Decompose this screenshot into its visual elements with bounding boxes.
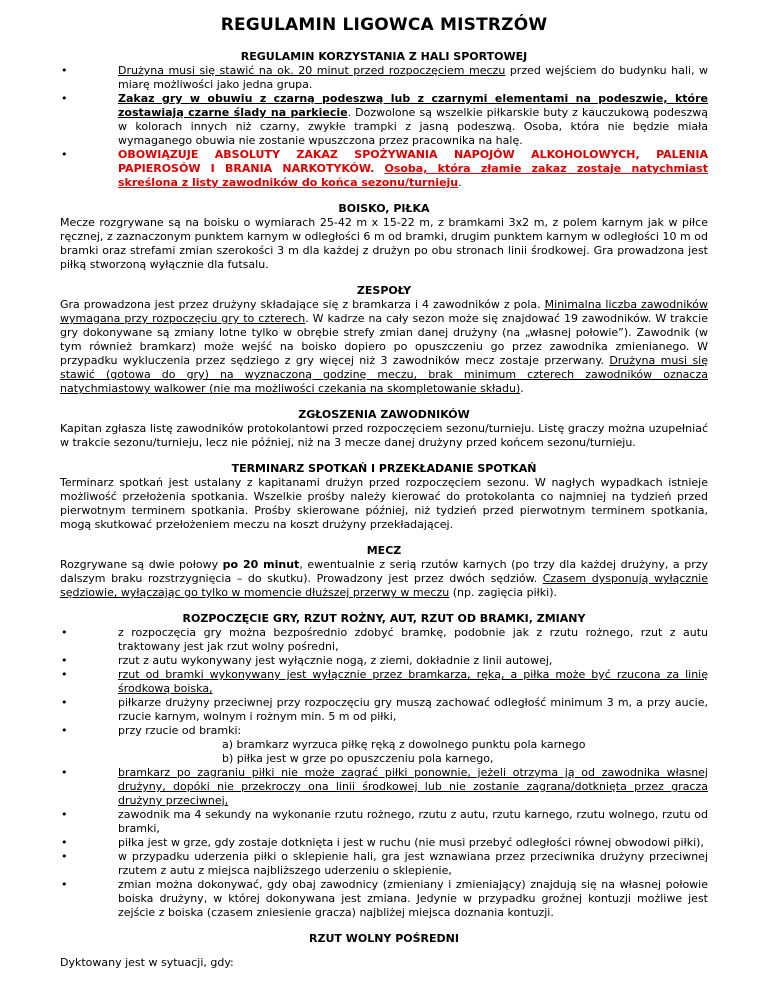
list-item: • rzut od bramki wykonywany jest wyłącznie przez bramkarza, ręką, a piłka może być rzucona za linię środkową boiska, bbox=[118, 668, 708, 696]
section-heading: RZUT WOLNY POŚREDNI bbox=[309, 932, 459, 945]
list-item: • z rozpoczęcia gry można bezpośrednio zdobyć bramkę, podobnie jak z rzutu rożnego, rzut z autu traktowany jest jak rzut wolny pośredni, bbox=[118, 626, 708, 654]
section-schedule bbox=[60, 462, 708, 532]
list-item: • piłka jest w grze, gdy zostaje dotknięta i jest w ruchu (nie musi przebyć odległości równej obwodowi piłki), bbox=[118, 836, 708, 850]
list-item: • Zakaz gry w obuwiu z czarną podeszwą lub z czarnymi elementami na podeszwie, które zostawiają czarne ślady na parkiecie. Dozwolone są wszelkie piłkarskie buty z kauczukową podeszwą w kolorach innych niż czarny, zwykłe trampki z jasną podeszwą. Osoba, która nie będzie miała wymaganego obuwia nie zostanie wpuszczona przez pracownika na halę. bbox=[118, 92, 708, 148]
paragraph: Kapitan zgłasza listę zawodników protokolantowi przed rozpoczęciem sezonu/turnieju. Listę graczy można uzupełniać w trakcie sezonu/turnieju, lecz nie później, niż na 3 mecze danej drużyny przed końcem sezonu/turnieju. bbox=[60, 422, 708, 449]
list-item: • przy rzucie od bramki: a) bramkarz wyrzuca piłkę ręką z dowolnego punktu pola karnego b) piłka jest w grze po opuszczeniu pola karnego, bbox=[118, 724, 708, 766]
list-item: • zawodnik ma 4 sekundy na wykonanie rzutu rożnego, rzutu z autu, rzutu karnego, rzutu wolnego, rzutu od bramki, bbox=[118, 808, 708, 836]
paragraph: Gra prowadzona jest przez drużyny składające się z bramkarza i 4 zawodników z pola. Minimalna liczba zawodników wymagana przy rozpoczęciu gry to czterech. W kadrze na cały sezon może się znajdować 19 zawodników. W trakcie gry dokonywane są zmiany lotne tylko w obrębie strefy zmian danej drużyny (na „własnej połowie”). Zawodnik (w tym również bramkarz) może wejść na boisko dopiero po opuszczeniu go przez zawodnika zmienianego. W przypadku wykluczenia przez sędziego z gry więcej niż 3 zawodników mecz zostaje przerwany. Drużyna musi się stawić (gotowa do gry) na wyznaczoną godzinę meczu, brak minimum czterech zawodników oznacza natychmiastowy walkower (nie ma możliwości czekania na skompletowanie składu). bbox=[60, 298, 709, 395]
list-item: • piłkarze drużyny przeciwnej przy rozpoczęciu gry muszą zachować odległość minimum 3 m, a przy aucie, rzucie karnym, wolnym i rożnym min. 5 m od piłki, bbox=[118, 696, 708, 724]
section-registration bbox=[60, 408, 708, 450]
section-heading: MECZ bbox=[366, 544, 402, 557]
section-start-of-play bbox=[60, 612, 708, 920]
hall-rules-list bbox=[60, 64, 708, 190]
paragraph: Mecze rozgrywane są na boisku o wymiarach 25-42 m x 15-22 m, z bramkami 3x2 m, z polem karnym jak w piłce ręcznej, z zaznaczonym punktem karnym w odległości 6 m od bramki, drugim punktem karnym w odległości 10 m od bramki oraz strefami zmian szerokości 3 m dla każdej z drużyn po obu stronach linii środkowej. Gra prowadzona jest piłką stworzoną wyłącznie dla futsalu. bbox=[60, 216, 708, 271]
section-hall-rules bbox=[60, 50, 708, 190]
section-heading: TERMINARZ SPOTKAŃ I PRZEKŁADANIE SPOTKAŃ bbox=[231, 462, 537, 475]
list-item: • zmian można dokonywać, gdy obaj zawodnicy (zmieniany i zmieniający) znajdują się na własnej połowie boiska drużyny, w której dokonywana jest zmiana. Jedynie w przypadku groźnej kontuzji możliwe jest zejście z boiska (czasem zniesienie gracza) najbliżej miejsca doznania kontuzji. bbox=[118, 878, 708, 920]
list-item: • Drużyna musi się stawić na ok. 20 minut przed rozpoczęciem meczu przed wejściem do budynku hali, w miarę możliwości jako jedna grupa. bbox=[118, 64, 708, 92]
sub-item: a) bramkarz wyrzuca piłkę ręką z dowolnego punktu pola karnego bbox=[222, 738, 586, 751]
paragraph: Terminarz spotkań jest ustalany z kapitanami drużyn przed rozpoczęciem sezonu. W nagłych wypadkach istnieje możliwość przełożenia spotkania. Wszelkie prośby należy kierować do protokolanta co najmniej na tydzień przed pierwotnym terminem spotkania. Prośby skierowane później, niż tydzień przed pierwotnym terminem spotkania, mogą skutkować przełożeniem meczu na koszt drużyny przekładającej. bbox=[60, 476, 708, 531]
section-heading: ZGŁOSZENIA ZAWODNIKÓW bbox=[298, 408, 470, 421]
list-item: • rzut z autu wykonywany jest wyłącznie nogą, z ziemi, dokładnie z linii autowej, bbox=[118, 654, 708, 668]
section-heading: REGULAMIN KORZYSTANIA Z HALI SPORTOWEJ bbox=[240, 50, 528, 63]
section-teams bbox=[60, 284, 708, 396]
paragraph: Dyktowany jest w sytuacji, gdy: bbox=[60, 956, 234, 969]
document-title: REGULAMIN LIGOWCA MISTRZÓW bbox=[220, 15, 548, 35]
list-item: • w przypadku uderzenia piłki o sklepienie hali, gra jest wznawiana przez przeciwnika drużyny przeciwnej rzutem z autu z miejsca najbliższego uderzeniu o sklepienie, bbox=[118, 850, 708, 878]
section-pitch bbox=[60, 202, 708, 272]
section-heading: ROZPOCZĘCIE GRY, RZUT ROŻNY, AUT, RZUT OD BRAMKI, ZMIANY bbox=[182, 612, 586, 625]
section-indirect-free-kick bbox=[60, 932, 708, 970]
start-rules-list bbox=[60, 626, 708, 920]
paragraph: Rozgrywane są dwie połowy po 20 minut, ewentualnie z serią rzutów karnych (po trzy dla każdej drużyny, a przy dalszym braku rozstrzygnięcia – do skutku). Prowadzony jest przez dwóch sędziów. Czasem dysponują wyłącznie sędziowie, wyłączając go tylko w momencie dłuższej przerwy w meczu (np. zagięcia piłki). bbox=[60, 558, 708, 599]
section-heading: BOISKO, PIŁKA bbox=[338, 202, 430, 215]
section-heading: ZESPOŁY bbox=[356, 284, 412, 297]
list-item: • OBOWIĄZUJE ABSOLUTY ZAKAZ SPOŻYWANIA NAPOJÓW ALKOHOLOWYCH, PALENIA PAPIEROSÓW I BRANIA NARKOTYKÓW. Osoba, która złamie zakaz zostaje natychmiast skreślona z listy zawodników do końca sezonu/turnieju. bbox=[118, 148, 708, 190]
section-match bbox=[60, 544, 708, 600]
list-item: • bramkarz po zagraniu piłki nie może zagrać piłki ponownie, jeżeli otrzyma ją od zawodnika własnej drużyny, dopóki nie przekroczy ona linii środkowej lub nie zostanie zagrana/dotknięta przez gracza drużyny przeciwnej, bbox=[118, 766, 708, 808]
sub-item: b) piłka jest w grze po opuszczeniu pola karnego, bbox=[222, 752, 494, 765]
